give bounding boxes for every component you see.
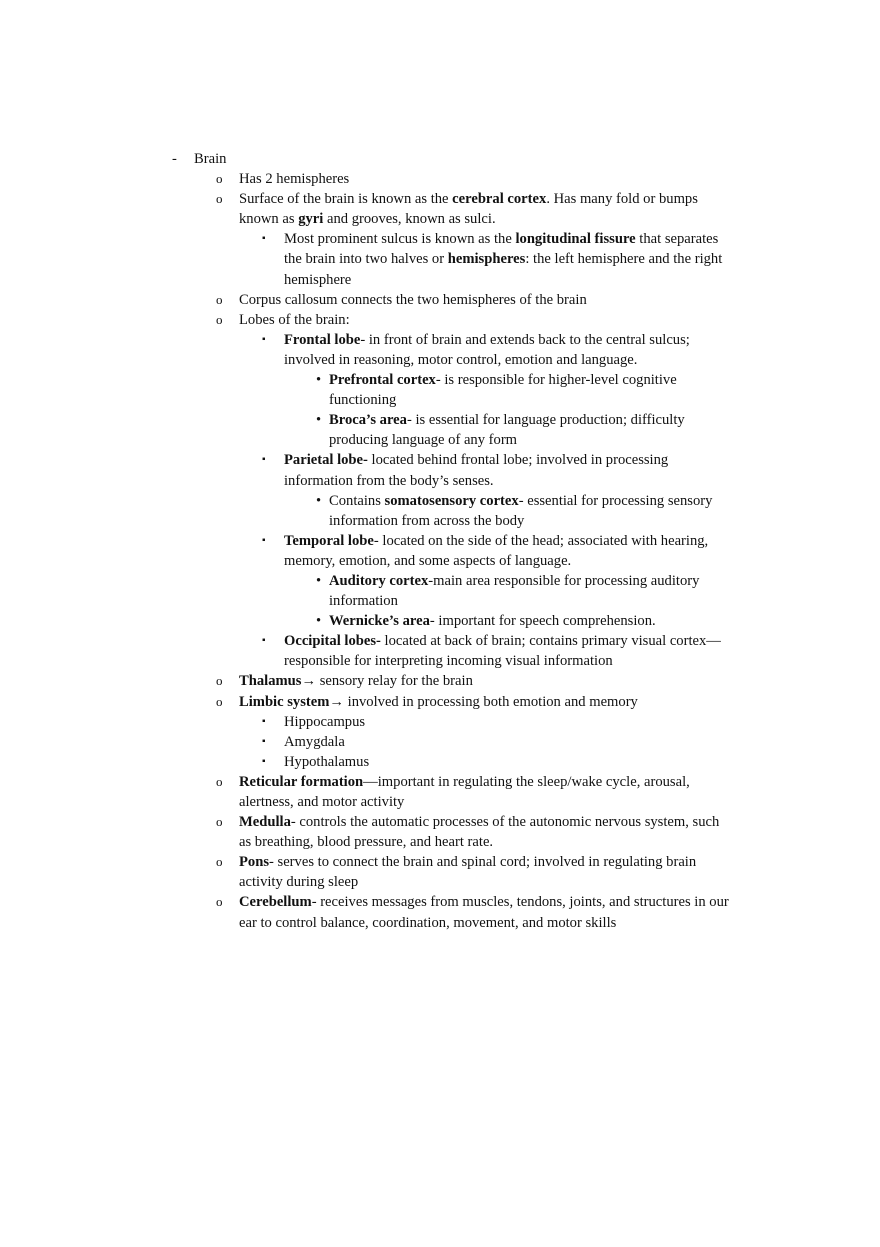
item-text: Lobes of the brain: <box>239 311 350 328</box>
item-text: . Has many fold or bumps known as <box>239 191 698 228</box>
list-item <box>0 410 719 450</box>
list-item <box>0 752 736 772</box>
list-item <box>0 892 734 932</box>
bullet-icon: • <box>316 572 322 589</box>
list-item <box>0 812 734 852</box>
list-item <box>0 611 719 631</box>
bold-term: Limbic system→ <box>239 693 344 710</box>
item-text: Amygdala <box>284 733 345 750</box>
list-item <box>0 310 734 330</box>
bold-term: Reticular formation <box>239 773 364 790</box>
bold-term: Temporal lobe <box>284 532 374 549</box>
bullet-icon: • <box>316 492 322 509</box>
bold-term: somatosensory cortex <box>384 492 519 509</box>
bold-term: Pons <box>239 854 270 871</box>
item-text: Most prominent sulcus is known as the <box>284 231 516 248</box>
item-text: - receives messages from muscles, tendons, joints, and structures in our ear to control balance, coordination, movement, and motor skills <box>239 894 729 931</box>
list-item <box>0 229 736 289</box>
bold-term: cerebral cortex <box>452 191 547 208</box>
bullet-icon: • <box>316 412 322 429</box>
bullet-icon: - <box>172 151 177 167</box>
bold-term: Auditory cortex <box>329 572 429 589</box>
item-text: and grooves, known as sulci. <box>323 211 496 228</box>
item-text: : the left hemisphere and the right hemisphere <box>284 251 723 288</box>
bold-term: Broca’s area <box>329 412 407 429</box>
list-item <box>0 189 734 229</box>
item-text: - in front of brain and extends back to the central sulcus; involved in reasoning, motor control, emotion and language. <box>284 331 690 368</box>
list-item <box>0 450 736 490</box>
item-text: - serves to connect the brain and spinal cord; involved in regulating brain activity during sleep <box>239 854 697 891</box>
bullet-icon: o <box>216 171 223 187</box>
bullet-icon: o <box>216 191 223 207</box>
item-text: located at back of brain; contains primary visual cortex— responsible for interpreting incoming visual information <box>284 633 721 670</box>
item-text: Hypothalamus <box>284 753 370 770</box>
list-item <box>0 712 736 732</box>
list-item <box>0 571 719 611</box>
bold-term: hemispheres <box>447 251 526 268</box>
bullet-icon: ▪ <box>262 534 266 546</box>
item-text: sensory relay for the brain <box>316 673 473 690</box>
item-text: Has 2 hemispheres <box>239 171 350 188</box>
bold-term: Cerebellum <box>239 894 312 911</box>
bullet-icon: o <box>216 693 223 709</box>
list-item <box>0 149 734 169</box>
item-text: - is responsible for higher-level cognitive functioning <box>329 372 677 409</box>
list-item <box>0 671 734 691</box>
document-page <box>0 149 880 933</box>
bullet-icon: o <box>216 291 223 307</box>
bullet-icon: ▪ <box>262 635 266 647</box>
list-item <box>0 772 734 812</box>
item-text: - located on the side of the head; associated with hearing, memory, emotion, and some aspects of language. <box>284 532 709 569</box>
item-text: —important in regulating the sleep/wake cycle, arousal, alertness, and motor activity <box>239 773 690 810</box>
item-text: - important for speech comprehension. <box>429 613 656 630</box>
bold-term: Prefrontal cortex <box>329 372 436 389</box>
item-text: Brain <box>194 151 227 167</box>
item-text: that separates the brain into two halves or <box>284 231 719 268</box>
bullet-icon: • <box>316 613 322 630</box>
bullet-icon: ▪ <box>262 333 266 345</box>
item-text: Contains <box>329 492 385 509</box>
bullet-icon: o <box>216 854 223 870</box>
bold-term: Medulla <box>239 814 291 831</box>
bold-term: Thalamus→ <box>239 673 317 690</box>
item-text: Hippocampus <box>284 713 366 730</box>
list-item <box>0 330 736 370</box>
item-text: involved in processing both emotion and memory <box>344 693 638 710</box>
list-item <box>0 631 736 671</box>
item-text: Surface of the brain is known as the <box>239 191 453 208</box>
list-item <box>0 852 734 892</box>
bullet-icon: o <box>216 311 223 327</box>
bold-term: Frontal lobe <box>284 331 361 348</box>
bullet-icon: ▪ <box>262 233 266 245</box>
list-item <box>0 169 734 189</box>
bold-term: Wernicke’s area <box>329 613 430 630</box>
bold-term: Parietal lobe- <box>284 452 368 469</box>
item-text: -main area responsible for processing auditory information <box>329 572 700 610</box>
list-item <box>0 531 736 571</box>
bullet-icon: ▪ <box>262 755 266 767</box>
list-item <box>0 290 734 310</box>
item-text: - essential for processing sensory information from across the body <box>329 492 713 529</box>
bullet-icon: ▪ <box>262 454 266 466</box>
bullet-icon: o <box>216 814 223 830</box>
list-item <box>0 732 736 752</box>
bold-term: longitudinal fissure <box>515 231 636 248</box>
item-text: - controls the automatic processes of the autonomic nervous system, such as breathing, blood pressure, and heart rate. <box>239 814 720 851</box>
list-item <box>0 491 719 531</box>
bullet-icon: o <box>216 894 223 910</box>
bullet-icon: ▪ <box>262 715 266 727</box>
bullet-icon: o <box>216 773 223 789</box>
bold-term: gyri <box>298 211 324 228</box>
bullet-icon: • <box>316 372 322 389</box>
list-item <box>0 692 734 712</box>
bold-term: Occipital lobes- <box>284 633 381 650</box>
bullet-icon: ▪ <box>262 735 266 747</box>
item-text: located behind frontal lobe; involved in processing information from the body’s senses. <box>284 452 669 489</box>
list-item <box>0 370 719 410</box>
item-text: - is essential for language production; difficulty producing language of any form <box>329 412 685 449</box>
bullet-icon: o <box>216 673 223 689</box>
item-text: Corpus callosum connects the two hemispheres of the brain <box>239 291 587 308</box>
